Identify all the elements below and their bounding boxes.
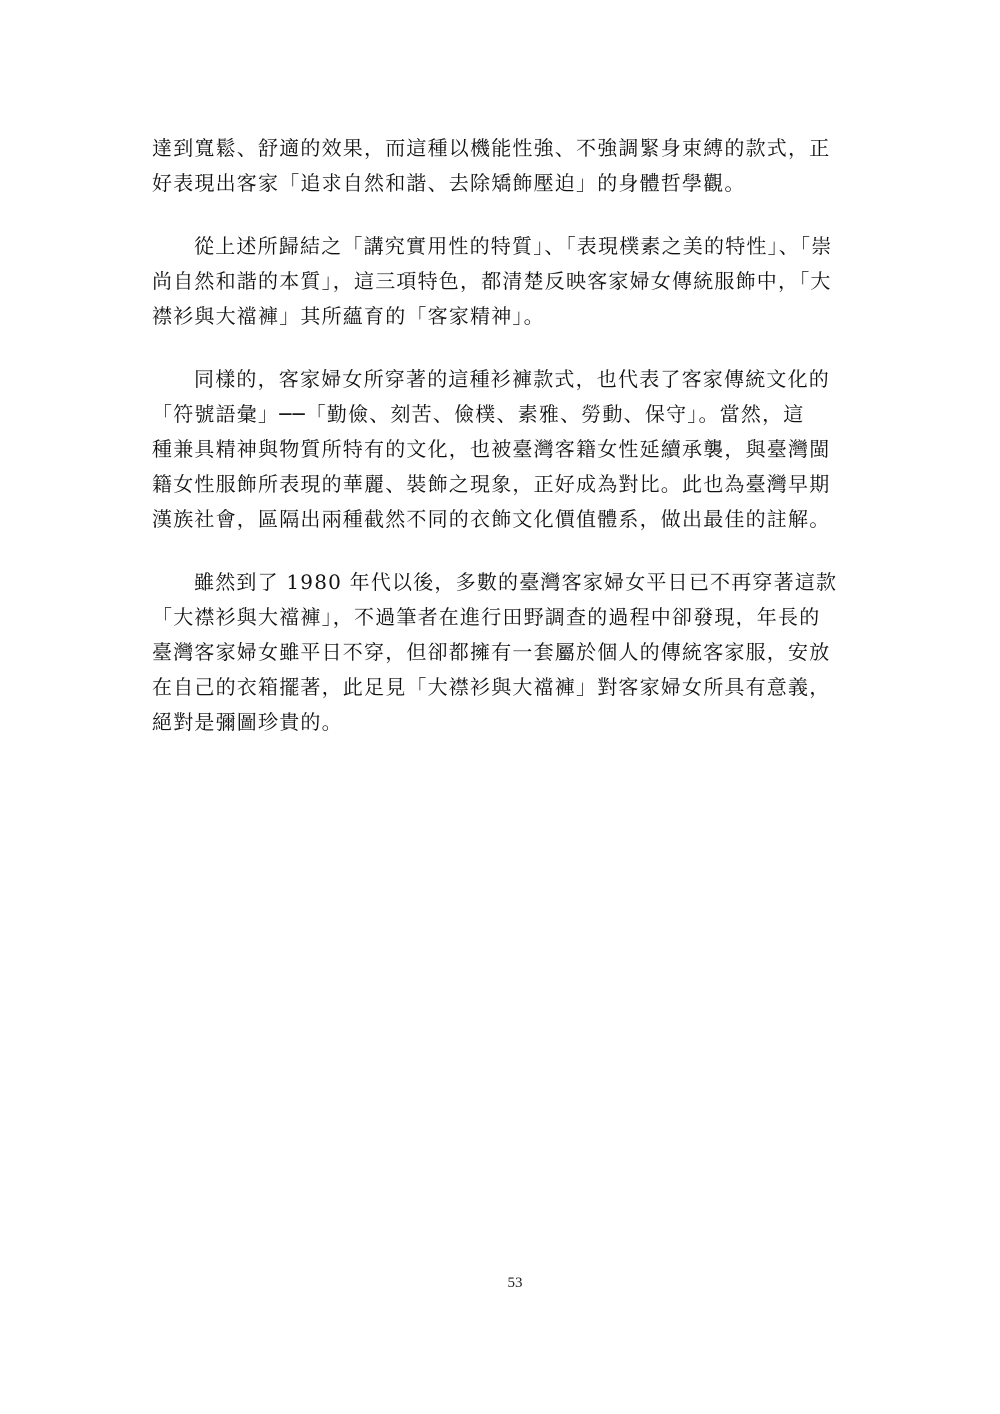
text-line: 臺灣客家婦女雖平日不穿，但卻都擁有一套屬於個人的傳統客家服，安放: [152, 640, 831, 664]
paragraph: [152, 362, 852, 537]
text-line: 漢族社會，區隔出兩種截然不同的衣飾文化價值體系，做出最佳的註解。: [152, 507, 831, 531]
paragraph-spacer: [152, 537, 852, 565]
paragraph-spacer: [152, 334, 852, 362]
text-line: 在自己的衣箱擺著，此足見「大襟衫與大襠褲」對客家婦女所具有意義，: [152, 675, 831, 699]
page-number: 53: [507, 1275, 523, 1291]
text-line: 絕對是彌圖珍貴的。: [152, 710, 343, 734]
text-line: 好表現出客家「追求自然和諧、去除矯飾壓迫」的身體哲學觀。: [152, 171, 746, 195]
paragraph: [152, 131, 852, 201]
text-line: 襟衫與大襠褲」其所蘊育的「客家精神」。: [152, 304, 545, 328]
paragraph: [152, 229, 852, 334]
text-line: 籍女性服飾所表現的華麗、裝飾之現象，正好成為對比。此也為臺灣早期: [152, 472, 831, 496]
text-line: 雖然到了 1980 年代以後，多數的臺灣客家婦女平日已不再穿著這款: [194, 570, 838, 594]
text-line: 從上述所歸結之「講究實用性的特質」、「表現樸素之美的特性」、「崇: [194, 234, 833, 258]
text-line: 尚自然和諧的本質」，這三項特色，都清楚反映客家婦女傳統服飾中，「大: [152, 269, 832, 293]
text-line: 同樣的，客家婦女所穿著的這種衫褲款式，也代表了客家傳統文化的: [194, 367, 830, 391]
text-line: 「符號語彙」──「勤儉、刻苦、儉樸、素雅、勞動、保守」。當然，這: [152, 402, 805, 426]
text-line: 達到寬鬆、舒適的效果，而這種以機能性強、不強調緊身束縛的款式，正: [152, 136, 831, 160]
text-line: 「大襟衫與大襠褲」，不過筆者在進行田野調查的過程中卻發現，年長的: [152, 605, 821, 629]
paragraph-spacer: [152, 201, 852, 229]
body-text: [152, 131, 852, 740]
text-line: 種兼具精神與物質所特有的文化，也被臺灣客籍女性延續承襲，與臺灣閩: [152, 437, 831, 461]
paragraph: [152, 565, 852, 740]
